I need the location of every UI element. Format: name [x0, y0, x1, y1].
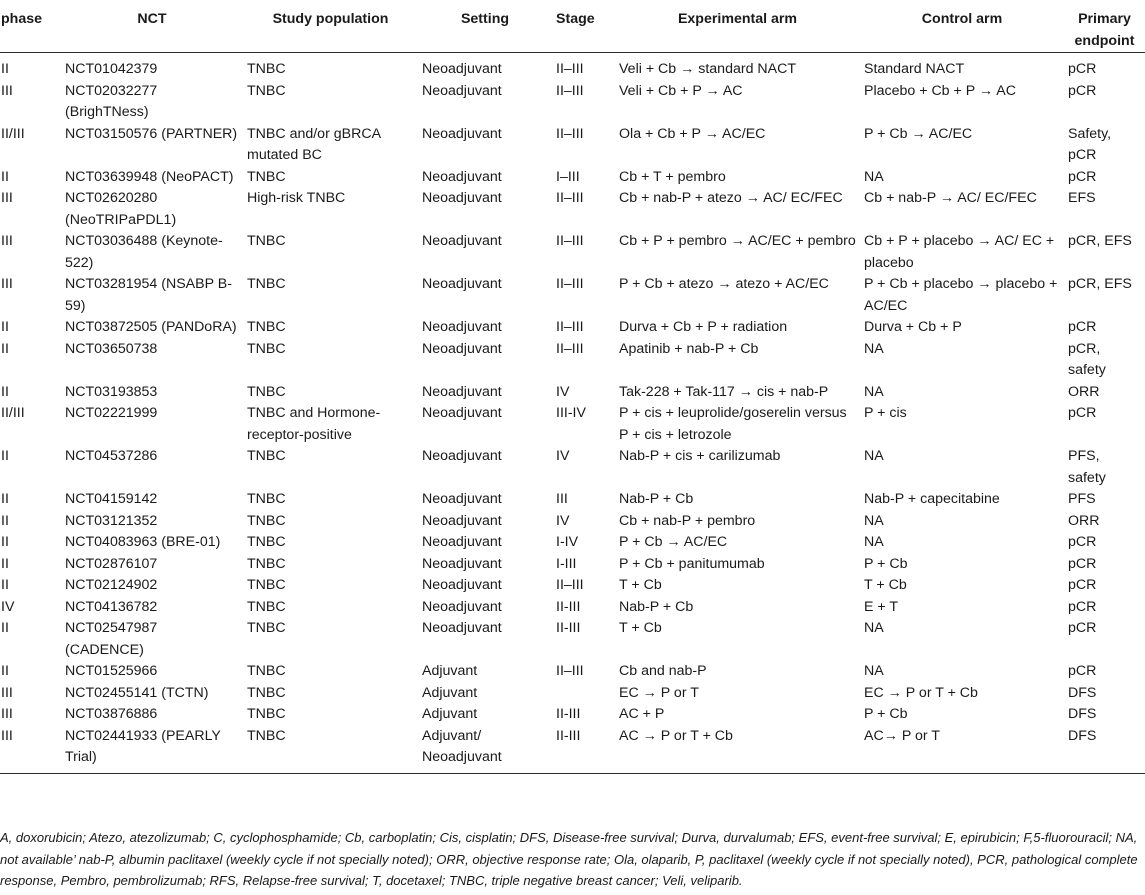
cell-primary-endpoint: pCR: [1068, 82, 1097, 99]
cell-study-population: TNBC: [247, 383, 286, 400]
cell-setting: Adjuvant: [422, 706, 478, 722]
cell-phase: II: [1, 512, 9, 529]
cell-nct: NCT02876107: [65, 555, 158, 572]
header-primary-endpoint: Primary endpoint: [1064, 0, 1145, 53]
cell-primary-endpoint: pCR: [1068, 168, 1097, 185]
table-row: [0, 446, 1145, 489]
table-row: [0, 554, 1145, 576]
cell-stage: II-III: [556, 620, 581, 636]
cell-phase: II: [1, 168, 9, 185]
cell-study-population: High-risk TNBC: [247, 190, 346, 206]
cell-nct: NCT03150576 (PARTNER): [65, 125, 238, 142]
cell-study-population: TNBC: [247, 340, 286, 357]
table-row: [0, 231, 1145, 274]
cell-nct: NCT03876886: [65, 706, 158, 722]
cell-phase: III: [1, 706, 13, 722]
cell-experimental-arm: Ola + Cb + P → AC/EC: [619, 125, 766, 142]
cell-control-arm: AC→ P or T: [860, 726, 1064, 774]
cell-phase: II: [1, 61, 9, 77]
cell-stage: II–III: [556, 276, 584, 292]
cell-stage: II–III: [556, 233, 584, 249]
cell-stage: IV: [556, 448, 570, 464]
cell-phase: III: [1, 190, 13, 206]
cell-primary-endpoint: PFS: [1068, 491, 1096, 507]
cell-stage: II-III: [556, 706, 581, 722]
cell-primary-endpoint: pCR: [1068, 577, 1097, 593]
cell-phase: II: [1, 620, 9, 636]
cell-experimental-arm: Cb + nab-P + pembro: [619, 512, 756, 529]
header-experimental-arm: Experimental arm: [615, 0, 860, 53]
cell-phase: II: [1, 319, 9, 335]
cell-stage: IV: [556, 512, 570, 529]
cell-phase: III: [1, 82, 13, 99]
cell-nct: NCT01042379: [65, 61, 158, 77]
cell-experimental-arm: Cb + P + pembro → AC/EC + pembro: [619, 233, 856, 249]
cell-primary-endpoint: DFS: [1068, 706, 1097, 722]
cell-stage: IV: [556, 383, 570, 400]
cell-setting: Neoadjuvant: [422, 82, 502, 99]
cell-nct: NCT02032277 (BrighTNess): [65, 82, 158, 120]
cell-setting: Neoadjuvant: [422, 534, 502, 550]
table-row: [0, 317, 1145, 339]
cell-control-arm: NA: [864, 620, 884, 636]
cell-phase: II: [1, 577, 9, 593]
cell-nct: NCT04537286: [65, 448, 158, 464]
cell-control-arm: NA: [864, 512, 884, 529]
cell-study-population: TNBC: [247, 555, 286, 572]
cell-nct: NCT03193853: [65, 383, 158, 400]
table-row: [0, 683, 1145, 705]
cell-nct: NCT04159142: [65, 491, 158, 507]
cell-control-arm: P + Cb + placebo → placebo + AC/EC: [864, 276, 1058, 314]
cell-experimental-arm: Veli + Cb → standard NACT: [619, 61, 797, 77]
cell-stage: I-IV: [556, 534, 579, 550]
cell-phase: II: [1, 663, 9, 679]
cell-control-arm: NA: [864, 340, 884, 357]
cell-stage: II-III: [556, 598, 581, 615]
cell-control-arm: P + cis: [864, 405, 907, 421]
cell-study-population: TNBC and Hormone-receptor-positive: [247, 405, 381, 443]
cell-control-arm: P + Cb → AC/EC: [864, 125, 973, 142]
cell-setting: Neoadjuvant: [422, 512, 502, 529]
cell-experimental-arm: Durva + Cb + P + radiation: [619, 319, 788, 335]
cell-control-arm: NA: [864, 663, 884, 679]
header-control-arm: Control arm: [860, 0, 1064, 53]
cell-control-arm: NA: [864, 448, 884, 464]
cell-experimental-arm: Cb + T + pembro: [619, 168, 726, 185]
cell-nct: NCT02547987 (CADENCE): [65, 620, 158, 658]
cell-control-arm: Placebo + Cb + P → AC: [864, 82, 1016, 99]
cell-experimental-arm: Apatinib + nab-P + Cb: [619, 340, 759, 357]
header-phase: phase: [0, 0, 61, 53]
table-row: [0, 53, 1145, 81]
cell-setting: Neoadjuvant: [422, 577, 502, 593]
cell-setting: Neoadjuvant: [422, 448, 502, 464]
cell-nct: NCT02441933 (PEARLY Trial): [61, 726, 243, 774]
header-study-population: Study population: [243, 0, 418, 53]
cell-nct: NCT04136782: [65, 598, 158, 615]
cell-setting: Neoadjuvant: [422, 491, 502, 507]
table-row: [0, 661, 1145, 683]
cell-study-population: TNBC: [247, 620, 286, 636]
table-row: [0, 575, 1145, 597]
cell-study-population: TNBC: [247, 319, 286, 335]
cell-phase: II/III: [1, 125, 25, 142]
cell-primary-endpoint: pCR, EFS: [1068, 276, 1132, 292]
cell-study-population: TNBC: [247, 663, 286, 679]
cell-study-population: TNBC: [247, 577, 286, 593]
cell-phase: II: [1, 448, 9, 464]
cell-primary-endpoint: pCR: [1068, 61, 1097, 77]
cell-primary-endpoint: pCR: [1068, 620, 1097, 636]
cell-nct: NCT02455141 (TCTN): [65, 684, 209, 701]
cell-study-population: TNBC: [247, 233, 286, 249]
cell-setting: Neoadjuvant: [422, 61, 502, 77]
cell-primary-endpoint: PFS, safety: [1068, 448, 1106, 486]
cell-experimental-arm: Veli + Cb + P → AC: [619, 82, 743, 99]
cell-control-arm: NA: [864, 534, 884, 550]
cell-experimental-arm: T + Cb: [619, 577, 662, 593]
table-row: [0, 597, 1145, 619]
cell-control-arm: P + Cb: [864, 706, 908, 722]
header-nct: NCT: [61, 0, 243, 53]
table-footnote: A, doxorubicin; Atezo, atezolizumab; C, cyclophosphamide; Cb, carboplatin; Cis, cisplatin; DFS, Disease-free survival; Durva, durvalumab; EFS, event-free survival; E, epirubicin; F,5-fluorouracil; NA, not available’ nab-P, albumin paclitaxel (weekly cycle if not specially noted); ORR, objective response rate; Ola, olaparib, P, paclitaxel (weekly cycle if not specially noted), PCR, pathological complete response, Pembro, pembrolizumab; RFS, Relapse-free survival; T, docetaxel; TNBC, triple negative breast cancer; Veli, veliparib.: [0, 830, 1138, 888]
cell-study-population: TNBC: [247, 491, 286, 507]
cell-primary-endpoint: pCR, safety: [1068, 340, 1106, 378]
cell-control-arm: P + Cb: [864, 555, 908, 572]
cell-study-population: TNBC: [243, 726, 418, 774]
table-row: [0, 167, 1145, 189]
cell-phase: III: [1, 684, 13, 701]
table-row: [0, 489, 1145, 511]
cell-primary-endpoint: pCR: [1068, 598, 1097, 615]
cell-setting: Neoadjuvant: [422, 319, 502, 335]
cell-nct: NCT03121352: [65, 512, 158, 529]
cell-study-population: TNBC: [247, 684, 286, 701]
cell-nct: NCT03036488 (Keynote-522): [65, 233, 223, 271]
table-row: [0, 704, 1145, 726]
cell-stage: III: [556, 491, 568, 507]
cell-study-population: TNBC: [247, 276, 286, 292]
cell-phase: II: [1, 534, 9, 550]
cell-control-arm: Durva + Cb + P: [864, 319, 962, 335]
cell-setting: Neoadjuvant: [422, 620, 502, 636]
table-row: [0, 339, 1145, 382]
cell-primary-endpoint: DFS: [1068, 684, 1097, 701]
cell-experimental-arm: P + Cb + atezo → atezo + AC/EC: [619, 276, 829, 292]
cell-nct: NCT03281954 (NSABP B-59): [65, 276, 232, 314]
table-row: [0, 124, 1145, 167]
header-row: [0, 0, 1145, 53]
cell-stage: II–III: [556, 577, 584, 593]
cell-primary-endpoint: pCR: [1068, 663, 1097, 679]
cell-study-population: TNBC: [247, 512, 286, 529]
cell-experimental-arm: Nab-P + Cb: [619, 598, 694, 615]
cell-phase: II/III: [1, 405, 25, 421]
cell-setting: Adjuvant: [422, 663, 478, 679]
table-row: [0, 511, 1145, 533]
cell-nct: NCT02620280 (NeoTRIPaPDL1): [65, 190, 177, 228]
cell-stage: III-IV: [556, 405, 586, 421]
cell-study-population: TNBC: [247, 706, 286, 722]
cell-nct: NCT03639948 (NeoPACT): [65, 168, 234, 185]
cell-experimental-arm: P + cis + leuprolide/goserelin versus P + cis + letrozole: [619, 405, 847, 443]
cell-setting: Neoadjuvant: [422, 168, 502, 185]
header-setting: Setting: [418, 0, 552, 53]
cell-stage: II–III: [556, 340, 584, 357]
cell-phase: II: [1, 555, 9, 572]
cell-primary-endpoint: Safety, pCR: [1068, 125, 1112, 163]
cell-setting: Neoadjuvant: [422, 276, 502, 292]
cell-study-population: TNBC: [247, 448, 286, 464]
table-row: [0, 188, 1145, 231]
cell-setting: Neoadjuvant: [422, 125, 502, 142]
cell-nct: NCT02221999: [65, 405, 158, 421]
cell-setting: Neoadjuvant: [422, 383, 502, 400]
cell-stage: II–III: [556, 61, 584, 77]
cell-primary-endpoint: pCR: [1068, 534, 1097, 550]
cell-nct: NCT04083963 (BRE-01): [65, 534, 221, 550]
cell-primary-endpoint: DFS: [1064, 726, 1145, 774]
cell-study-population: TNBC: [247, 598, 286, 615]
cell-control-arm: Standard NACT: [864, 61, 965, 77]
table-row: [0, 81, 1145, 124]
cell-experimental-arm: Cb and nab-P: [619, 663, 707, 679]
cell-setting: Adjuvant: [422, 684, 478, 701]
cell-experimental-arm: Tak-228 + Tak-117 → cis + nab-P: [619, 383, 829, 400]
cell-primary-endpoint: pCR: [1068, 555, 1097, 572]
table-row: [0, 382, 1145, 404]
cell-stage: [552, 683, 615, 705]
cell-setting: Neoadjuvant: [422, 555, 502, 572]
cell-setting: Neoadjuvant: [422, 340, 502, 357]
cell-study-population: TNBC and/or gBRCA mutated BC: [247, 125, 381, 163]
cell-phase: II: [1, 383, 9, 400]
cell-control-arm: Cb + nab-P → AC/ EC/FEC: [864, 190, 1037, 206]
cell-stage: II–III: [556, 82, 584, 99]
cell-experimental-arm: P + Cb + panitumumab: [619, 555, 765, 572]
cell-nct: NCT01525966: [65, 663, 158, 679]
cell-primary-endpoint: pCR, EFS: [1068, 233, 1132, 249]
cell-study-population: TNBC: [247, 61, 286, 77]
cell-primary-endpoint: pCR: [1068, 405, 1097, 421]
cell-experimental-arm: Nab-P + Cb: [619, 491, 694, 507]
cell-stage: II-III: [552, 726, 615, 774]
cell-study-population: TNBC: [247, 82, 286, 99]
cell-experimental-arm: EC → P or T: [619, 684, 699, 701]
cell-control-arm: NA: [864, 168, 884, 185]
cell-experimental-arm: AC → P or T + Cb: [615, 726, 860, 774]
cell-stage: II–III: [556, 125, 584, 142]
cell-stage: I–III: [556, 168, 580, 185]
cell-phase: III: [1, 276, 13, 292]
cell-setting: Neoadjuvant: [422, 405, 502, 421]
cell-experimental-arm: T + Cb: [619, 620, 662, 636]
cell-phase: IV: [1, 598, 15, 615]
cell-primary-endpoint: ORR: [1068, 512, 1100, 529]
cell-experimental-arm: Cb + nab-P + atezo → AC/ EC/FEC: [619, 190, 843, 206]
table-header: [0, 0, 1145, 53]
cell-control-arm: Nab-P + capecitabine: [864, 491, 1000, 507]
table-row: [0, 274, 1145, 317]
cell-control-arm: Cb + P + placebo → AC/ EC + placebo: [864, 233, 1055, 271]
table-row: [0, 618, 1145, 661]
table-row: [0, 403, 1145, 446]
cell-control-arm: E + T: [864, 598, 899, 615]
cell-control-arm: EC → P or T + Cb: [864, 684, 978, 701]
cell-phase: III: [0, 726, 61, 774]
table-row: [0, 726, 1145, 774]
cell-setting: Neoadjuvant: [422, 598, 502, 615]
cell-primary-endpoint: EFS: [1068, 190, 1096, 206]
cell-study-population: TNBC: [247, 168, 286, 185]
cell-primary-endpoint: ORR: [1068, 383, 1100, 400]
cell-primary-endpoint: pCR: [1068, 319, 1097, 335]
cell-stage: II–III: [556, 190, 584, 206]
cell-phase: III: [1, 233, 13, 249]
table-body: [0, 53, 1145, 774]
cell-setting: Neoadjuvant: [422, 233, 502, 249]
cell-study-population: TNBC: [247, 534, 286, 550]
cell-control-arm: NA: [864, 383, 884, 400]
cell-nct: NCT03872505 (PANDoRA): [65, 319, 237, 335]
cell-stage: I-III: [556, 555, 577, 572]
cell-experimental-arm: AC + P: [619, 706, 665, 722]
cell-control-arm: T + Cb: [864, 577, 907, 593]
cell-experimental-arm: Nab-P + cis + carilizumab: [619, 448, 781, 464]
table-row: [0, 532, 1145, 554]
cell-nct: NCT02124902: [65, 577, 158, 593]
cell-stage: II–III: [556, 663, 584, 679]
header-stage: Stage: [552, 0, 615, 53]
cell-phase: II: [1, 491, 9, 507]
cell-phase: II: [1, 340, 9, 357]
cell-nct: NCT03650738: [65, 340, 158, 357]
cell-stage: II–III: [556, 319, 584, 335]
cell-experimental-arm: P + Cb → AC/EC: [619, 534, 728, 550]
cell-setting: Neoadjuvant: [422, 190, 502, 206]
cell-setting: Adjuvant/ Neoadjuvant: [418, 726, 552, 774]
